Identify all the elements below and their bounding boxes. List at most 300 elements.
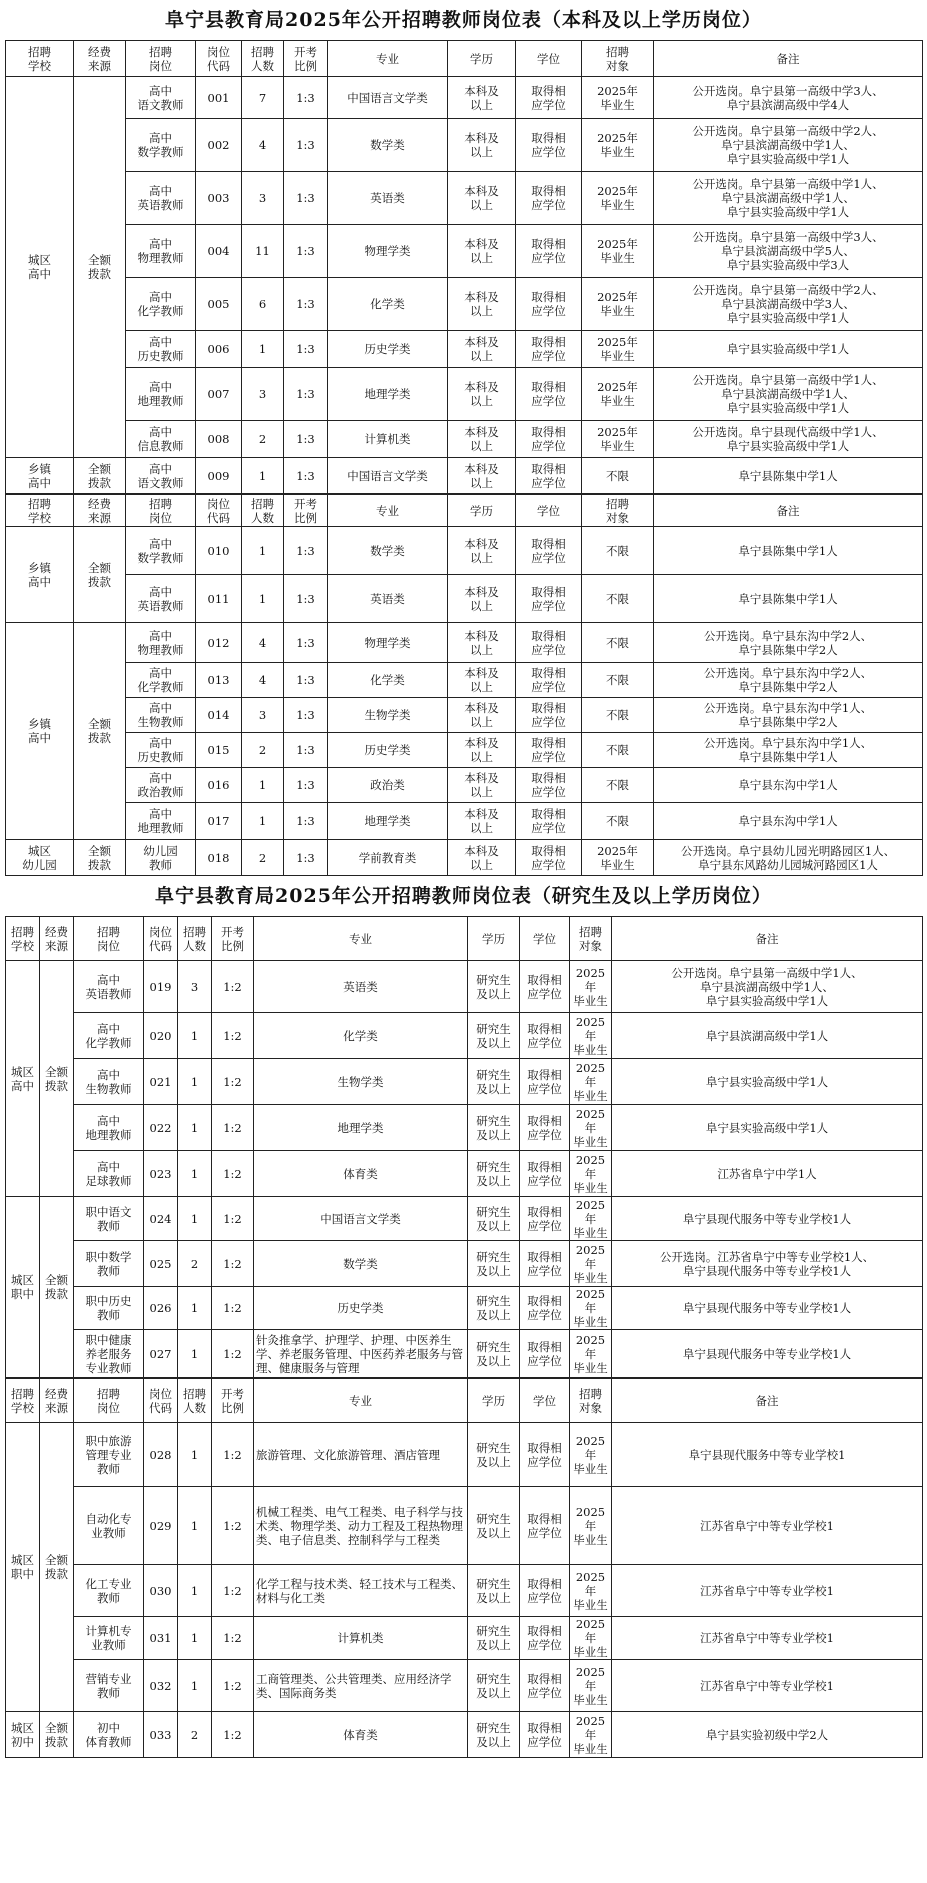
cell-degree: 取得相 应学位	[516, 663, 582, 698]
cell-count: 1	[178, 1197, 212, 1241]
table-row	[6, 1617, 923, 1660]
note-line: 公开选岗。阜宁县东沟中学2人、	[703, 666, 873, 680]
cell-count: 2	[178, 1241, 212, 1287]
cell-target: 2025年 毕业生	[570, 1487, 612, 1565]
cell-major: 体育类	[254, 1712, 468, 1758]
cell-ratio: 1:2	[212, 1241, 254, 1287]
table-row	[6, 698, 923, 733]
cell-degree: 取得相 应学位	[520, 1105, 570, 1151]
cell-target: 不限	[582, 623, 654, 663]
panel-table-1	[5, 40, 922, 494]
note-line: 阜宁县陈集中学1人	[738, 591, 838, 606]
cell-code: 007	[196, 368, 242, 421]
cell-ratio: 1:3	[284, 623, 328, 663]
cell-post: 高中 足球教师	[74, 1151, 144, 1197]
cell-post: 高中 地理教师	[126, 803, 196, 840]
cell-count: 1	[178, 1330, 212, 1378]
cell-major: 英语类	[254, 961, 468, 1013]
cell-edu: 研究生 及以上	[468, 1105, 520, 1151]
cell-funding: 全额 拨款	[74, 458, 126, 494]
cell-count: 4	[242, 119, 284, 172]
cell-post: 自动化专 业教师	[74, 1487, 144, 1565]
note-line: 阜宁县东沟中学1人	[738, 814, 838, 828]
cell-count: 4	[242, 623, 284, 663]
header-code: 岗位 代码	[196, 41, 242, 77]
table-row	[6, 733, 923, 768]
header-code: 岗位 代码	[144, 1379, 178, 1423]
note-line: 公开选岗。阜宁县第一高级中学3人、	[692, 230, 884, 244]
table-row	[6, 1013, 923, 1059]
cell-major: 政治类	[328, 768, 448, 803]
cell-post: 幼儿园 教师	[126, 840, 196, 876]
cell-target: 不限	[582, 803, 654, 840]
note-line: 阜宁县实验高级中学1人	[726, 342, 850, 356]
cell-funding: 全额 拨款	[74, 77, 126, 458]
cell-degree: 取得相 应学位	[516, 458, 582, 494]
note-line: 江苏省阜宁中等专业学校1	[700, 1678, 834, 1693]
note-line: 公开选岗。阜宁县东沟中学1人、	[703, 736, 873, 750]
cell-notes	[612, 1287, 923, 1330]
header-funding: 经费 来源	[74, 495, 126, 527]
note-line: 阜宁县陈集中学2人	[738, 715, 838, 729]
cell-notes	[654, 840, 923, 876]
cell-post: 高中 英语教师	[74, 961, 144, 1013]
cell-count: 3	[242, 698, 284, 733]
cell-post: 高中 物理教师	[126, 623, 196, 663]
cell-code: 032	[144, 1660, 178, 1712]
cell-major: 化学工程与技术类、轻工技术与工程类、材料与化工类	[254, 1565, 468, 1617]
table-row	[6, 1712, 923, 1758]
cell-notes	[654, 768, 923, 803]
cell-count: 1	[242, 803, 284, 840]
cell-count: 1	[178, 1660, 212, 1712]
table-row	[6, 421, 923, 458]
cell-ratio: 1:3	[284, 663, 328, 698]
cell-major: 地理学类	[328, 803, 448, 840]
cell-code: 027	[144, 1330, 178, 1378]
cell-edu: 本科及 以上	[448, 172, 516, 225]
cell-major: 旅游管理、文化旅游管理、酒店管理	[254, 1423, 468, 1487]
header-post: 招聘 岗位	[74, 917, 144, 961]
cell-post: 职中健康 养老服务 专业教师	[74, 1330, 144, 1378]
header-school: 招聘 学校	[6, 917, 40, 961]
cell-edu: 研究生 及以上	[468, 1287, 520, 1330]
cell-target: 不限	[582, 575, 654, 623]
cell-notes	[654, 278, 923, 331]
cell-ratio: 1:3	[284, 77, 328, 119]
note-line: 阜宁县陈集中学1人	[738, 468, 838, 483]
cell-code: 005	[196, 278, 242, 331]
table-row	[6, 527, 923, 575]
cell-ratio: 1:2	[212, 1487, 254, 1565]
table-row	[6, 840, 923, 876]
cell-notes	[654, 803, 923, 840]
cell-target: 2025年 毕业生	[570, 1241, 612, 1287]
note-line: 阜宁县滨湖高级中学3人、	[721, 297, 855, 311]
cell-edu: 本科及 以上	[448, 77, 516, 119]
cell-code: 020	[144, 1013, 178, 1059]
cell-post: 高中 政治教师	[126, 768, 196, 803]
cell-code: 024	[144, 1197, 178, 1241]
cell-major: 中国语言文学类	[328, 77, 448, 119]
cell-ratio: 1:2	[212, 1105, 254, 1151]
note-line: 江苏省阜宁中等专业学校1	[700, 1518, 834, 1533]
header-school: 招聘 学校	[6, 41, 74, 77]
header-target: 招聘 对象	[570, 917, 612, 961]
cell-count: 1	[178, 1423, 212, 1487]
cell-notes	[654, 119, 923, 172]
cell-edu: 研究生 及以上	[468, 961, 520, 1013]
cell-ratio: 1:2	[212, 1660, 254, 1712]
cell-ratio: 1:2	[212, 1423, 254, 1487]
cell-count: 1	[178, 1151, 212, 1197]
cell-notes	[654, 527, 923, 575]
cell-post: 高中 语文教师	[126, 458, 196, 494]
note-line: 阜宁县实验高级中学3人	[726, 258, 850, 272]
table-row	[6, 803, 923, 840]
cell-ratio: 1:2	[212, 1565, 254, 1617]
cell-count: 3	[242, 172, 284, 225]
cell-edu: 本科及 以上	[448, 840, 516, 876]
cell-edu: 本科及 以上	[448, 458, 516, 494]
cell-count: 11	[242, 225, 284, 278]
note-line: 阜宁县现代服务中等专业学校1人	[682, 1346, 852, 1361]
header-count: 招聘 人数	[242, 495, 284, 527]
header-notes: 备注	[612, 1379, 923, 1423]
cell-school: 城区 高中	[6, 77, 74, 458]
cell-ratio: 1:3	[284, 368, 328, 421]
cell-post: 高中 化学教师	[126, 663, 196, 698]
panel-table-2	[5, 494, 922, 876]
cell-notes	[612, 1565, 923, 1617]
cell-count: 2	[242, 421, 284, 458]
note-line: 阜宁县现代服务中等专业学校1人	[682, 1211, 852, 1226]
cell-ratio: 1:3	[284, 575, 328, 623]
note-line: 阜宁县实验高级中学1人	[726, 311, 850, 325]
cell-notes	[654, 77, 923, 119]
header-target: 招聘 对象	[570, 1379, 612, 1423]
note-line: 阜宁县滨湖高级中学1人、	[721, 387, 855, 401]
cell-post: 高中 数学教师	[126, 527, 196, 575]
note-line: 阜宁县实验高级中学1人	[705, 1074, 829, 1089]
panel-table-3	[5, 916, 922, 1378]
cell-funding: 全额 拨款	[74, 623, 126, 840]
cell-degree: 取得相 应学位	[516, 278, 582, 331]
cell-target: 2025年 毕业生	[582, 77, 654, 119]
cell-major: 生物学类	[328, 698, 448, 733]
cell-code: 019	[144, 961, 178, 1013]
cell-code: 025	[144, 1241, 178, 1287]
cell-school: 乡镇 高中	[6, 527, 74, 623]
cell-post: 职中旅游 管理专业 教师	[74, 1423, 144, 1487]
cell-code: 022	[144, 1105, 178, 1151]
cell-major: 中国语言文学类	[328, 458, 448, 494]
cell-notes	[654, 331, 923, 368]
header-school: 招聘 学校	[6, 495, 74, 527]
cell-ratio: 1:2	[212, 1013, 254, 1059]
cell-ratio: 1:2	[212, 1059, 254, 1105]
table-2	[5, 494, 923, 876]
cell-post: 高中 英语教师	[126, 575, 196, 623]
cell-notes	[654, 458, 923, 494]
table-row	[6, 1287, 923, 1330]
cell-degree: 取得相 应学位	[516, 733, 582, 768]
cell-major: 计算机类	[254, 1617, 468, 1660]
cell-notes	[612, 1241, 923, 1287]
header-post: 招聘 岗位	[126, 41, 196, 77]
table-row	[6, 458, 923, 494]
cell-major: 物理学类	[328, 623, 448, 663]
cell-ratio: 1:3	[284, 768, 328, 803]
table-row	[6, 77, 923, 119]
cell-funding: 全额 拨款	[40, 1712, 74, 1758]
cell-target: 不限	[582, 663, 654, 698]
cell-major: 物理学类	[328, 225, 448, 278]
note-line: 公开选岗。阜宁县第一高级中学1人、	[671, 965, 863, 980]
table-row	[6, 1151, 923, 1197]
cell-ratio: 1:3	[284, 225, 328, 278]
header-major: 专业	[328, 41, 448, 77]
cell-school: 乡镇 高中	[6, 458, 74, 494]
note-line: 阜宁县实验高级中学1人	[705, 1120, 829, 1135]
note-line: 阜宁县实验高级中学1人	[726, 205, 850, 219]
cell-code: 033	[144, 1712, 178, 1758]
cell-code: 018	[196, 840, 242, 876]
header-row	[6, 41, 923, 77]
cell-code: 010	[196, 527, 242, 575]
cell-ratio: 1:3	[284, 803, 328, 840]
cell-major: 化学类	[328, 663, 448, 698]
cell-ratio: 1:3	[284, 331, 328, 368]
header-edu: 学历	[448, 41, 516, 77]
cell-target: 不限	[582, 698, 654, 733]
cell-count: 1	[178, 1105, 212, 1151]
header-row	[6, 495, 923, 527]
header-edu: 学历	[468, 917, 520, 961]
cell-target: 2025年 毕业生	[570, 1712, 612, 1758]
cell-school: 乡镇 高中	[6, 623, 74, 840]
cell-post: 初中 体育教师	[74, 1712, 144, 1758]
cell-notes	[612, 961, 923, 1013]
table-row	[6, 1059, 923, 1105]
header-post: 招聘 岗位	[74, 1379, 144, 1423]
cell-post: 高中 化学教师	[126, 278, 196, 331]
cell-notes	[654, 663, 923, 698]
cell-ratio: 1:3	[284, 698, 328, 733]
cell-major: 学前教育类	[328, 840, 448, 876]
cell-degree: 取得相 应学位	[516, 421, 582, 458]
cell-funding: 全额 拨款	[74, 840, 126, 876]
header-notes: 备注	[612, 917, 923, 961]
cell-degree: 取得相 应学位	[520, 1423, 570, 1487]
cell-degree: 取得相 应学位	[520, 1712, 570, 1758]
cell-code: 021	[144, 1059, 178, 1105]
cell-edu: 本科及 以上	[448, 331, 516, 368]
cell-edu: 本科及 以上	[448, 278, 516, 331]
cell-notes	[654, 421, 923, 458]
cell-ratio: 1:3	[284, 119, 328, 172]
cell-school: 城区 幼儿园	[6, 840, 74, 876]
cell-target: 2025年 毕业生	[570, 1105, 612, 1151]
table-row	[6, 623, 923, 663]
cell-degree: 取得相 应学位	[516, 527, 582, 575]
cell-count: 1	[178, 1565, 212, 1617]
cell-notes	[612, 1423, 923, 1487]
header-edu: 学历	[468, 1379, 520, 1423]
cell-notes	[612, 1660, 923, 1712]
cell-ratio: 1:3	[284, 733, 328, 768]
cell-edu: 研究生 及以上	[468, 1565, 520, 1617]
header-major: 专业	[328, 495, 448, 527]
cell-target: 不限	[582, 527, 654, 575]
cell-code: 015	[196, 733, 242, 768]
cell-target: 2025年 毕业生	[570, 1287, 612, 1330]
cell-post: 高中 英语教师	[126, 172, 196, 225]
cell-degree: 取得相 应学位	[520, 1487, 570, 1565]
cell-target: 2025年 毕业生	[582, 331, 654, 368]
cell-major: 化学类	[254, 1013, 468, 1059]
cell-target: 2025年 毕业生	[570, 961, 612, 1013]
cell-degree: 取得相 应学位	[520, 1565, 570, 1617]
cell-post: 高中 信息教师	[126, 421, 196, 458]
note-line: 阜宁县滨湖高级中学1人、	[721, 138, 855, 152]
cell-edu: 研究生 及以上	[468, 1617, 520, 1660]
cell-code: 011	[196, 575, 242, 623]
header-ratio: 开考 比例	[284, 495, 328, 527]
cell-code: 009	[196, 458, 242, 494]
header-degree: 学位	[520, 1379, 570, 1423]
cell-ratio: 1:3	[284, 421, 328, 458]
cell-ratio: 1:3	[284, 840, 328, 876]
note-line: 阜宁县实验高级中学1人	[726, 152, 850, 166]
header-count: 招聘 人数	[242, 41, 284, 77]
cell-notes	[654, 733, 923, 768]
note-line: 阜宁县滨湖高级中学1人	[705, 1028, 829, 1043]
cell-notes	[612, 1487, 923, 1565]
cell-edu: 本科及 以上	[448, 421, 516, 458]
cell-degree: 取得相 应学位	[516, 575, 582, 623]
cell-ratio: 1:2	[212, 1617, 254, 1660]
header-major: 专业	[254, 917, 468, 961]
cell-post: 职中历史 教师	[74, 1287, 144, 1330]
cell-target: 不限	[582, 733, 654, 768]
header-ratio: 开考 比例	[284, 41, 328, 77]
cell-code: 002	[196, 119, 242, 172]
header-edu: 学历	[448, 495, 516, 527]
cell-major: 历史学类	[328, 331, 448, 368]
note-line: 阜宁县滨湖高级中学1人、	[700, 979, 834, 994]
cell-ratio: 1:3	[284, 172, 328, 225]
cell-major: 地理学类	[328, 368, 448, 421]
cell-count: 4	[242, 663, 284, 698]
header-target: 招聘 对象	[582, 495, 654, 527]
note-line: 阜宁县东风路幼儿园城河路园区1人	[698, 857, 878, 872]
table-row	[6, 1197, 923, 1241]
table-row	[6, 768, 923, 803]
cell-count: 1	[178, 1013, 212, 1059]
cell-ratio: 1:3	[284, 278, 328, 331]
cell-target: 2025年 毕业生	[570, 1423, 612, 1487]
note-line: 公开选岗。阜宁县第一高级中学2人、	[692, 283, 884, 297]
cell-notes	[612, 1013, 923, 1059]
note-line: 阜宁县实验高级中学1人	[726, 439, 850, 453]
table-row	[6, 575, 923, 623]
cell-major: 化学类	[328, 278, 448, 331]
cell-post: 高中 数学教师	[126, 119, 196, 172]
note-line: 阜宁县陈集中学2人	[738, 642, 838, 657]
cell-code: 030	[144, 1565, 178, 1617]
cell-code: 029	[144, 1487, 178, 1565]
cell-target: 2025年 毕业生	[582, 119, 654, 172]
cell-major: 工商管理类、公共管理类、应用经济学类、国际商务类	[254, 1660, 468, 1712]
cell-notes	[654, 368, 923, 421]
cell-code: 012	[196, 623, 242, 663]
cell-ratio: 1:2	[212, 1330, 254, 1378]
cell-target: 2025年 毕业生	[582, 368, 654, 421]
table-row	[6, 1241, 923, 1287]
cell-target: 2025年 毕业生	[570, 1013, 612, 1059]
cell-edu: 本科及 以上	[448, 733, 516, 768]
cell-major: 中国语言文学类	[254, 1197, 468, 1241]
table-1	[5, 40, 923, 494]
cell-post: 高中 地理教师	[126, 368, 196, 421]
cell-ratio: 1:2	[212, 961, 254, 1013]
header-degree: 学位	[516, 41, 582, 77]
cell-count: 3	[178, 961, 212, 1013]
cell-target: 2025年 毕业生	[582, 278, 654, 331]
cell-funding: 全额 拨款	[40, 1197, 74, 1378]
cell-target: 2025年 毕业生	[582, 840, 654, 876]
note-line: 阜宁县实验高级中学1人	[705, 993, 829, 1008]
cell-school: 城区 职中	[6, 1197, 40, 1378]
cell-major: 数学类	[328, 527, 448, 575]
cell-degree: 取得相 应学位	[516, 368, 582, 421]
header-school: 招聘 学校	[6, 1379, 40, 1423]
note-line: 阜宁县实验高级中学1人	[726, 401, 850, 415]
cell-edu: 研究生 及以上	[468, 1241, 520, 1287]
table-4	[5, 1378, 923, 1758]
table-row	[6, 172, 923, 225]
cell-count: 1	[242, 575, 284, 623]
cell-target: 2025年 毕业生	[570, 1565, 612, 1617]
cell-major: 生物学类	[254, 1059, 468, 1105]
cell-code: 023	[144, 1151, 178, 1197]
cell-school: 城区 初中	[6, 1712, 40, 1758]
cell-degree: 取得相 应学位	[520, 1241, 570, 1287]
cell-notes	[654, 623, 923, 663]
cell-post: 高中 生物教师	[74, 1059, 144, 1105]
cell-degree: 取得相 应学位	[516, 803, 582, 840]
table-row	[6, 961, 923, 1013]
cell-major: 英语类	[328, 172, 448, 225]
note-line: 阜宁县现代服务中等专业学校1人	[682, 1263, 852, 1278]
cell-ratio: 1:3	[284, 527, 328, 575]
cell-degree: 取得相 应学位	[516, 768, 582, 803]
cell-count: 2	[178, 1712, 212, 1758]
cell-code: 016	[196, 768, 242, 803]
header-code: 岗位 代码	[144, 917, 178, 961]
cell-notes	[612, 1330, 923, 1378]
cell-degree: 取得相 应学位	[516, 623, 582, 663]
header-degree: 学位	[520, 917, 570, 961]
cell-code: 028	[144, 1423, 178, 1487]
cell-edu: 本科及 以上	[448, 368, 516, 421]
note-line: 阜宁县滨湖高级中学4人	[726, 97, 850, 112]
cell-edu: 本科及 以上	[448, 768, 516, 803]
cell-count: 1	[178, 1059, 212, 1105]
cell-code: 014	[196, 698, 242, 733]
note-line: 公开选岗。阜宁县幼儿园光明路园区1人、	[680, 843, 896, 858]
